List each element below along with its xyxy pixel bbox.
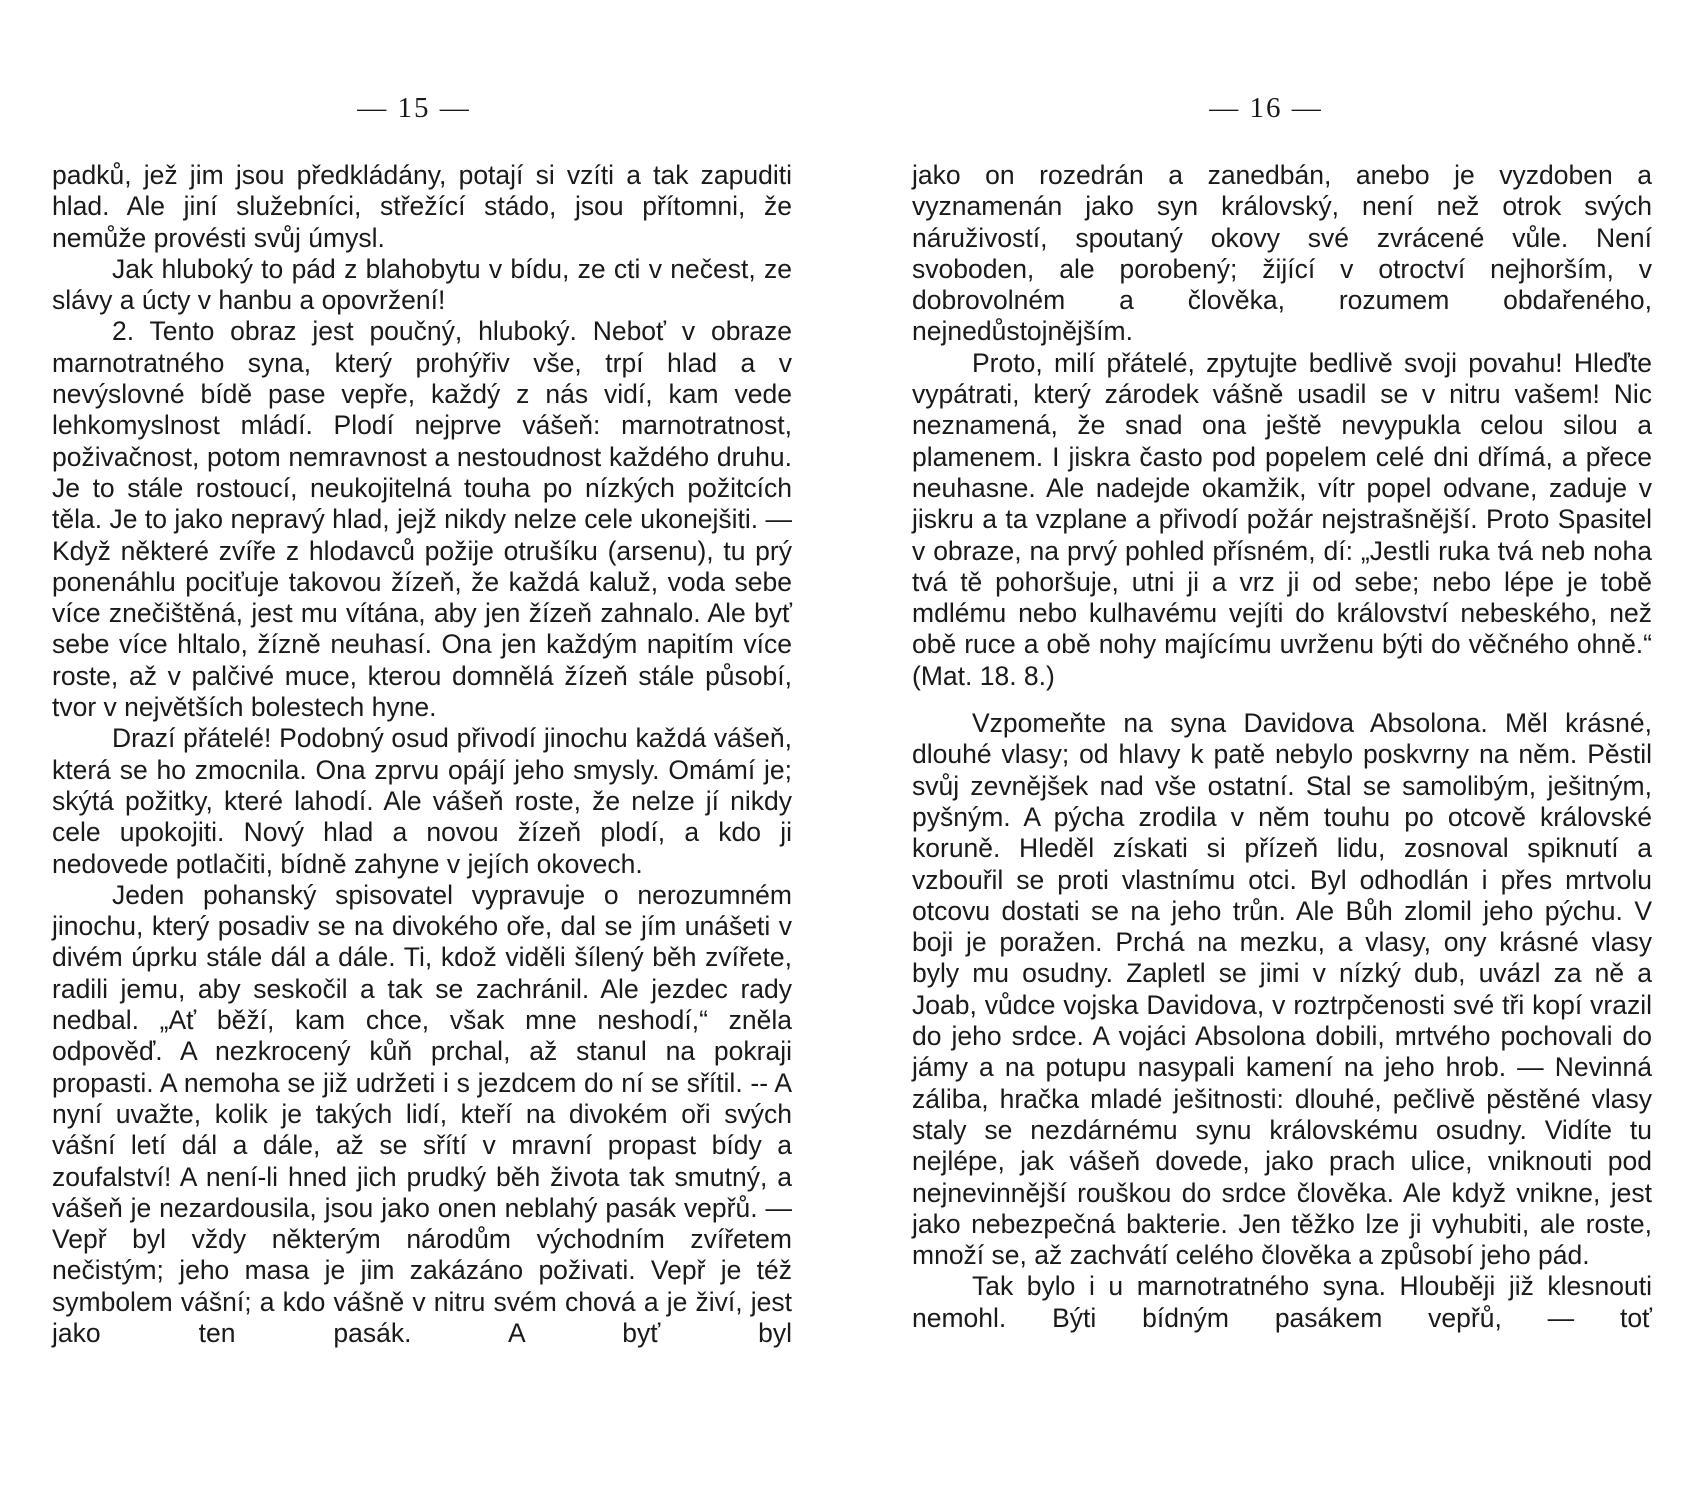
left-page <box>52 0 792 1500</box>
paragraph: jako on rozedrán a zanedbán, anebo je vyzdoben a vyznamenán jako syn královský, není než otrok svých náruživostí, spoutaný okovy své zvrácené vůle. Není svoboden, ale porobený; žijící v otroctví nejhorším, v dobrovolném a člověka, rozumem obdařeného, nejnedůstojnějším. <box>912 160 1652 347</box>
page-text <box>52 160 792 1349</box>
paragraph: Tak bylo i u marnotratného syna. Hlouběji již klesnouti nemohl. Býti bídným pasákem vepřů, — toť <box>912 1271 1652 1333</box>
page-text <box>912 160 1652 1334</box>
paragraph: Jak hluboký to pád z blahobytu v bídu, ze cti v nečest, ze slávy a úcty v hanbu a opovržení! <box>52 253 792 316</box>
page-number: — 15 — <box>357 92 471 124</box>
paragraph: 2. Tento obraz jest poučný, hluboký. Neboť v obraze marnotratného syna, který prohýřiv vše, trpí hlad a v nevýslovné bídě pase vepře, každý z nás vidí, kam vede lehkomyslnost mládí. Plodí nejprve vášeň: marnotratnost, poživačnost, potom nemravnost a nestoudnost každého druhu. Je to stále rostoucí, neukojitelná touha po nízkých požitcích těla. Je to jako nepravý hlad, jejž nikdy nelze cele ukonejšiti. — Když některé zvíře z hlodavců požije otrušíku (arsenu), tu prý ponenáhlu pociťuje takovou žízeň, že každá kaluž, voda sebe více znečištěná, jest mu vítána, aby jen žízeň zahnalo. Ale byť sebe více hltalo, žízně neuhasí. Ona jen každým napitím více roste, až v palčivé muce, kterou domnělá žízeň stále působí, tvor v největších bolestech hyne. <box>52 316 792 723</box>
paragraph: padků, jež jim jsou předkládány, potají si vzíti a tak zapuditi hlad. Ale jiní služebníci, střežící stádo, jsou přítomni, že nemůže provésti svůj úmysl. <box>52 160 792 253</box>
paragraph: Drazí přátelé! Podobný osud přivodí jinochu každá vášeň, která se ho zmocnila. Ona zprvu opájí jeho smysly. Omámí je; skýtá požitky, které lahodí. Ale vášeň roste, že nelze jí nikdy cele upokojiti. Nový hlad a novou žízeň plodí, a kdo ji nedovede potlačiti, bídně zahyne v jejích okovech. <box>52 723 792 879</box>
paragraph: Jeden pohanský spisovatel vypravuje o nerozumném jinochu, který posadiv se na divokého oře, dal se jím unášeti v divém úprku stále dál a dále. Ti, kdož viděli šílený běh zvířete, radili jemu, aby seskočil a tak se zachránil. Ale jezdec rady nedbal. „Ať běží, kam chce, však mne neshodí,“ zněla odpověď. A nezkrocený kůň prchal, až stanul na pokraji propasti. A nemoha se již udržeti i s jezdcem do ní se sřítil. -- A nyní uvažte, kolik je takých lidí, kteří na divokém oři svých vášní letí dál a dále, až se sřítí v mravní propast bídy a zoufalství! A není-li hned jich prudký běh života tak smutný, a vášeň je nezardousila, jsou jako onen neblahý pasák vepřů. — Vepř byl vždy některým národům východním zvířetem nečistým; jeho masa je jim zakázáno poživati. Vepř je též symbolem vášní; a kdo vášně v nitru svém chová a je živí, jest jako ten pasák. A byť byl <box>52 879 792 1348</box>
paragraph: Proto, milí přátelé, zpytujte bedlivě svoji povahu! Hleďte vypátrati, který zárodek vášně usadil se v nitru vašem! Nic neznamená, že snad ona ještě nevypukla celou silou a plamenem. I jiskra často pod popelem celé dni dřímá, a přece neuhasne. Ale nadejde okamžik, vítr popel odvane, zaduje v jiskru a ta vzplane a přivodí požár nejstrašnější. Proto Spasitel v obraze, na prvý pohled přísném, dí: „Jestli ruka tvá neb noha tvá tě pohoršuje, utni ji a vrz ji od sebe; nebo lépe je tobě mdlému nebo kulhavému vejíti do království nebeského, než obě ruce a obě nohy majícímu uvrženu býti do věčného ohně.“ (Mat. 18. 8.) <box>912 347 1652 691</box>
paragraph: Vzpomeňte na syna Davidova Absolona. Měl krásné, dlouhé vlasy; od hlavy k patě nebylo poskvrny na něm. Pěstil svůj zevnějšek nad vše ostatní. Stal se samolibým, ješitným, pyšným. A pýcha zrodila v něm touhu po otcově královské koruně. Hleděl získati si přízeň lidu, zosnoval spiknutí a vzbouřil se proti vlastnímu otci. Byl odhodlán i přes mrtvolu otcovu dostati se na jeho trůn. Ale Bůh zlomil jeho pýchu. V boji je poražen. Prchá na mezku, a vlasy, ony krásné vlasy byly mu osudny. Zapletl se jimi v nízký dub, uvázl za ně a Joab, vůdce vojska Davidova, v roztrpčenosti své tři kopí vrazil do jeho srdce. A vojáci Absolona dobili, mrtvého pochovali do jámy a na potupu nasypali kamení na jeho hrob. — Nevinná záliba, hračka mladé ješitnosti: dlouhé, pečlivě pěstěné vlasy staly se nezdárnému synu královskému osudny. Vidíte tu nejlépe, jak vášeň dovede, jako prach ulice, vniknouti pod nejnevinnější rouškou do srdce člověka. Ale když vnikne, jest jako nebezpečná bakterie. Jen těžko lze ji vyhubiti, ale roste, množí se, až zachvátí celého člověka a způsobí jeho pád. <box>912 708 1652 1271</box>
page-number: — 16 — <box>1209 92 1323 124</box>
right-page <box>912 0 1652 1500</box>
